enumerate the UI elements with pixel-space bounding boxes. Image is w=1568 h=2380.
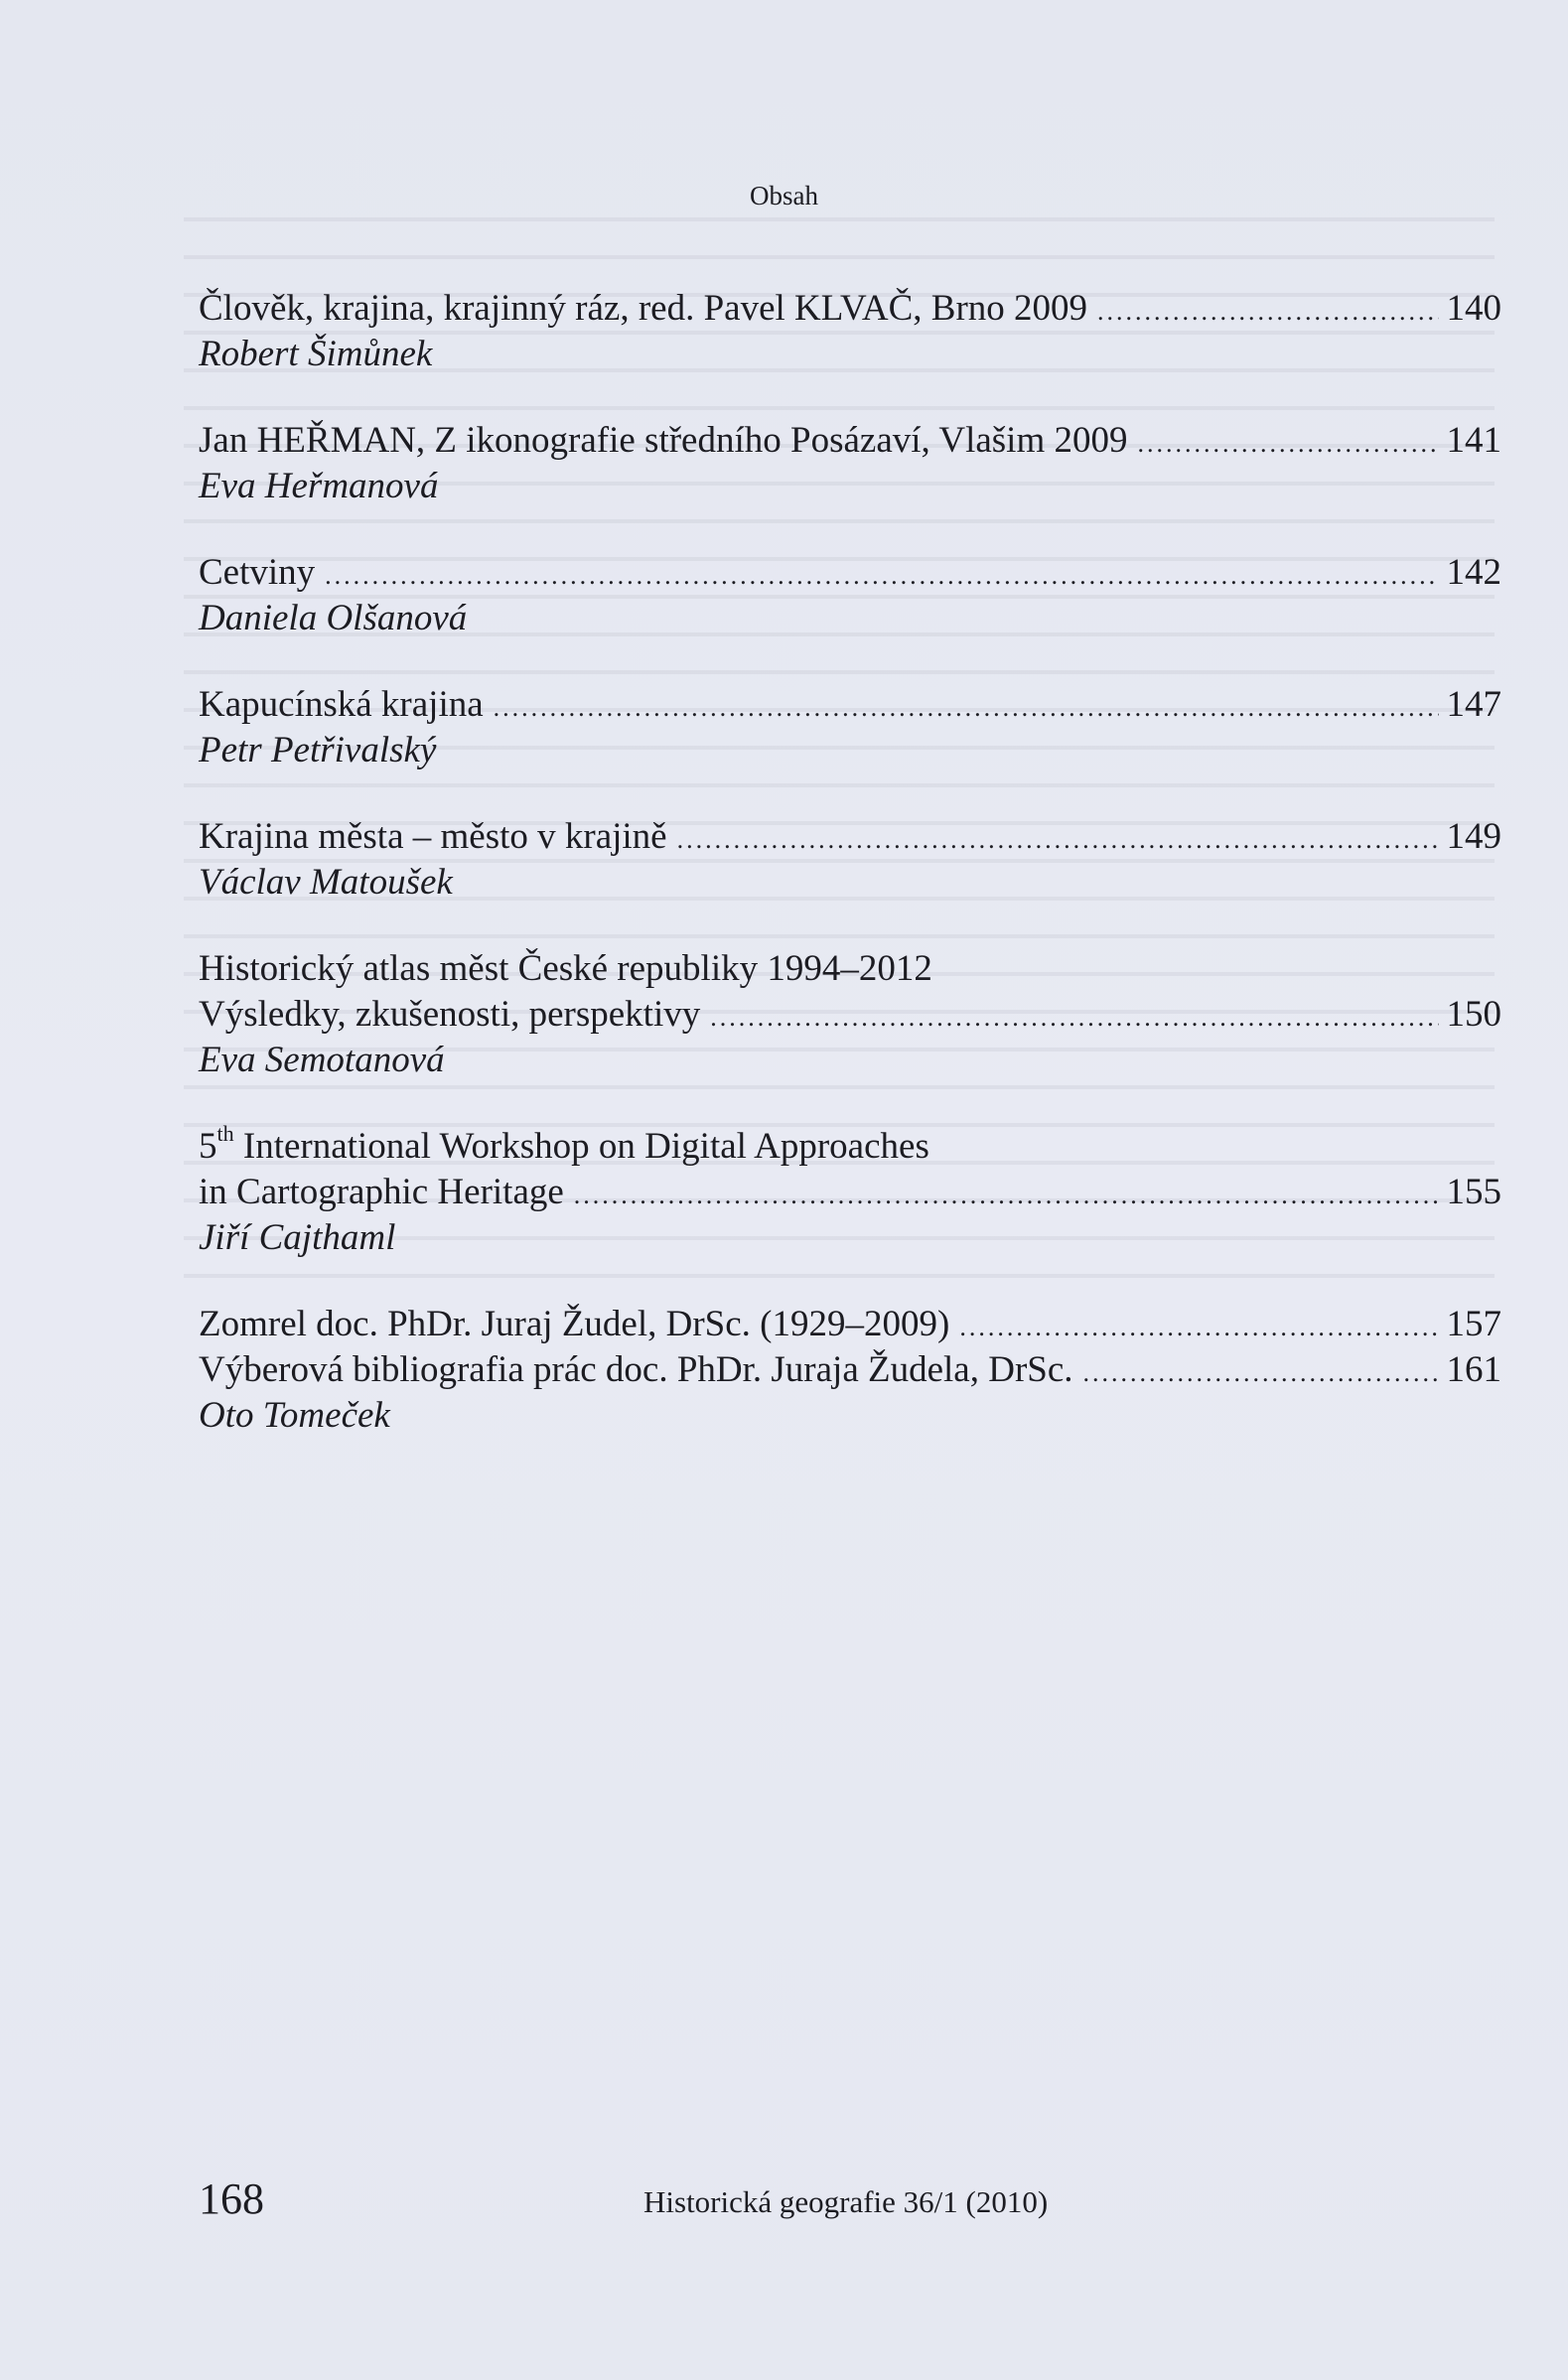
toc-entry-author: Jiří Cajthaml — [199, 1217, 396, 1258]
ordinal-number: 5 — [199, 1126, 217, 1167]
leader-dots — [574, 1173, 1439, 1218]
leader-dots — [325, 553, 1438, 599]
toc-entry-title-first-line: Historický atlas měst České republiky 1994–2012 — [199, 948, 932, 989]
journal-citation: Historická geografie 36/1 (2010) — [643, 2184, 1049, 2219]
toc-entry-author: Oto Tomeček — [199, 1395, 390, 1436]
toc-entry-title: in Cartographic Heritage — [199, 1172, 564, 1212]
toc-entry-page: 142 — [1446, 552, 1501, 593]
toc-entry-title: Výsledky, zkušenosti, perspektivy — [199, 994, 701, 1035]
toc-entry-page: 141 — [1446, 420, 1501, 461]
toc-entry-page: 147 — [1446, 684, 1501, 725]
toc-entry-page: 157 — [1446, 1304, 1501, 1344]
toc-entry-title: Kapucínská krajina — [199, 684, 484, 725]
toc-entry-author: Eva Heřmanová — [199, 466, 439, 506]
toc-entry-title-first-line — [199, 1120, 929, 1170]
leader-dots — [494, 685, 1439, 731]
page-number: 168 — [199, 2174, 264, 2223]
toc-entry-author: Václav Matoušek — [199, 862, 453, 903]
toc-entry-line — [199, 286, 1501, 332]
toc-entry-page: 161 — [1446, 1349, 1501, 1390]
running-head: Obsah — [750, 181, 818, 210]
leader-dots — [1097, 289, 1438, 335]
leader-dots — [1138, 421, 1439, 467]
toc-entry-line — [199, 814, 1501, 860]
toc-entry-line — [199, 1347, 1501, 1393]
toc-entry-title: Zomrel doc. PhDr. Juraj Žudel, DrSc. (1929–2009) — [199, 1304, 950, 1344]
toc-entry-title: Člověk, krajina, krajinný ráz, red. Pavel KLVAČ, Brno 2009 — [199, 288, 1088, 329]
toc-entry-line — [199, 1170, 1501, 1215]
toc-entry-page: 155 — [1446, 1172, 1501, 1212]
toc-entry-line — [199, 682, 1501, 728]
toc-entry-title: Jan HEŘMAN, Z ikonografie středního Posázaví, Vlašim 2009 — [199, 420, 1128, 461]
toc-entry-line — [199, 992, 1501, 1038]
toc-entry-line — [199, 418, 1501, 464]
leader-dots — [1083, 1350, 1439, 1396]
toc-entry-author: Robert Šimůnek — [199, 334, 433, 374]
toc-entry-author: Eva Semotanová — [199, 1040, 445, 1080]
toc-entry-title: Výberová bibliografia prác doc. PhDr. Juraja Žudela, DrSc. — [199, 1349, 1073, 1390]
toc-entry-page: 150 — [1446, 994, 1501, 1035]
toc-entry-page: 140 — [1446, 288, 1501, 329]
toc-entry-author: Daniela Olšanová — [199, 598, 468, 638]
toc-entry-line — [199, 550, 1501, 596]
toc-entry-line — [199, 1302, 1501, 1347]
toc-entry-author: Petr Petřivalský — [199, 730, 437, 770]
toc-entry-title-line1 — [199, 1120, 1501, 1170]
toc-entry-title: Cetviny — [199, 552, 316, 593]
toc-entry-title: Krajina města – město v krajině — [199, 816, 667, 857]
leader-dots — [710, 995, 1438, 1041]
leader-dots — [959, 1305, 1438, 1350]
ordinal-suffix: th — [216, 1120, 234, 1146]
title-text: International Workshop on Digital Approaches — [233, 1126, 929, 1167]
toc-entry-title-line1 — [199, 946, 1501, 992]
leader-dots — [677, 817, 1439, 863]
toc-entry-page: 149 — [1446, 816, 1501, 857]
